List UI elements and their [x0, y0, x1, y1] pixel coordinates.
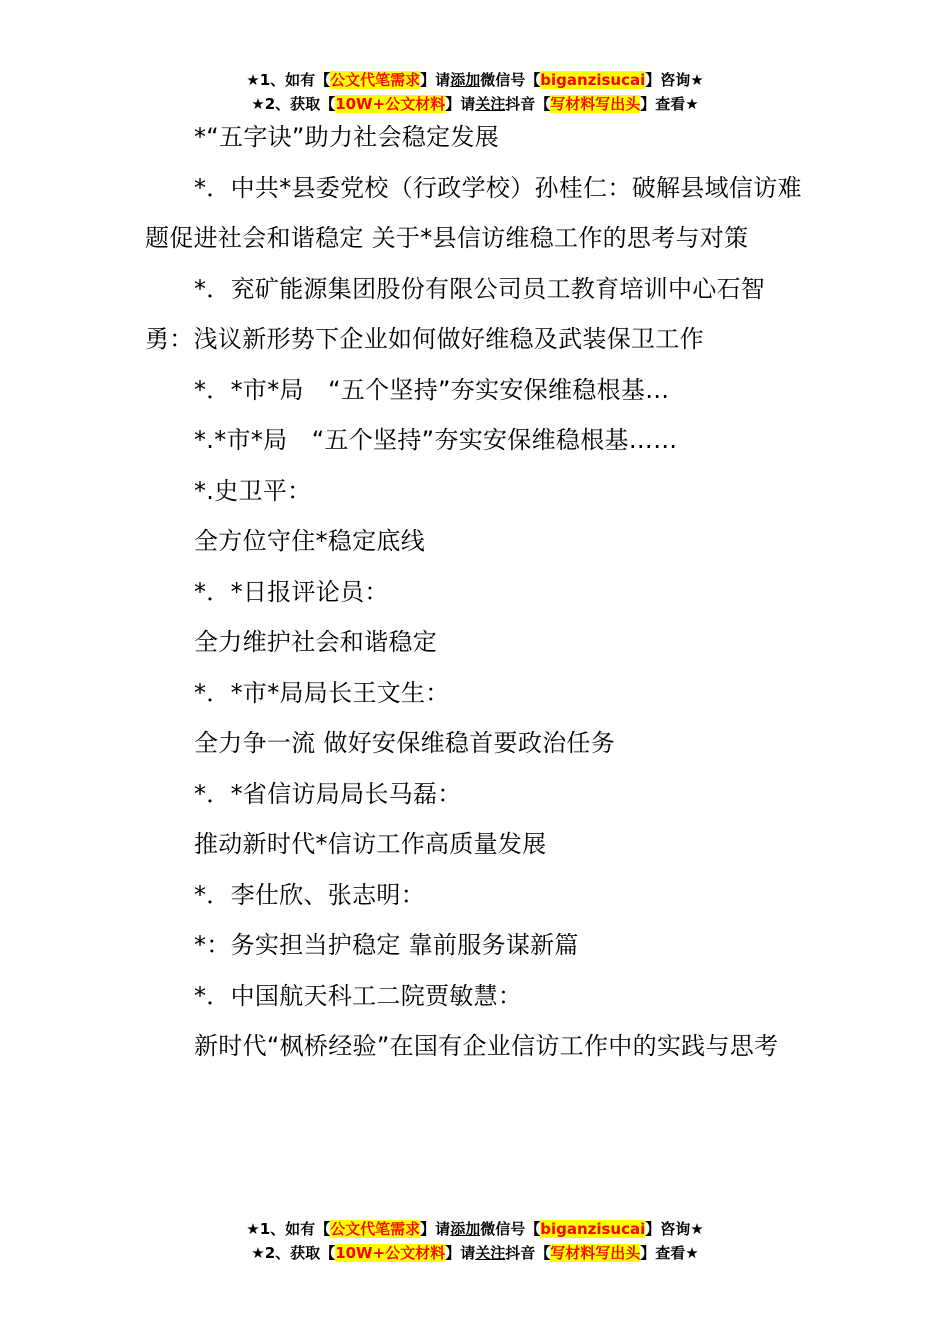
paragraph: *“五字诀”助力社会稳定发展: [194, 123, 500, 151]
banner-highlight-douyin: 写材料写出头: [550, 1244, 641, 1262]
banner-line-1: ★1、如有【公文代笔需求】请添加微信号【biganzisucai】咨询★: [246, 71, 704, 89]
banner-highlight-wechat: biganzisucai: [540, 71, 646, 89]
banner-highlight-service: 公文代笔需求: [330, 1220, 421, 1238]
paragraph: *.史卫平：: [194, 476, 312, 505]
banner-line-2: ★2、获取【10W+公文材料】请关注抖音【写材料写出头】查看★: [251, 1244, 699, 1262]
paragraph: *．*市*局局长王文生：: [194, 678, 450, 707]
banner-line-2: ★2、获取【10W+公文材料】请关注抖音【写材料写出头】查看★: [251, 95, 699, 113]
banner-highlight-materials: 10W+公文材料: [335, 1244, 446, 1262]
banner-line-1: ★1、如有【公文代笔需求】请添加微信号【biganzisucai】咨询★: [246, 1220, 704, 1238]
banner-highlight-service: 公文代笔需求: [330, 71, 421, 89]
paragraph: *．中国航天科工二院贾敏慧：: [194, 981, 523, 1010]
paragraph: *．兖矿能源集团股份有限公司员工教育培训中心石智勇：浅议新形势下企业如何做好维稳及武装保卫工作: [145, 274, 766, 353]
document-body: [145, 112, 810, 1072]
footer-banner: [0, 1217, 950, 1265]
banner-highlight-douyin: 写材料写出头: [550, 95, 641, 113]
paragraph: *．*省信访局局长马磊：: [194, 779, 462, 808]
paragraph: 新时代“枫桥经验”在国有企业信访工作中的实践与思考: [194, 1032, 779, 1060]
paragraph: 全力维护社会和谐稳定: [194, 628, 437, 656]
paragraph: 全方位守住*稳定底线: [194, 527, 425, 555]
paragraph: *.*市*局 “五个坚持”夯实安保维稳根基……: [194, 426, 678, 454]
header-banner: [0, 68, 950, 116]
paragraph: *：务实担当护稳定 靠前服务谋新篇: [194, 931, 579, 959]
banner-highlight-wechat: biganzisucai: [540, 1220, 646, 1238]
paragraph: 推动新时代*信访工作高质量发展: [194, 830, 547, 858]
paragraph: *．*市*局 “五个坚持”夯实安保维稳根基…: [194, 375, 670, 404]
paragraph: 全力争一流 做好安保维稳首要政治任务: [194, 729, 616, 757]
banner-highlight-materials: 10W+公文材料: [335, 95, 446, 113]
paragraph: *．李仕欣、张志明：: [194, 880, 425, 909]
paragraph: *．中共*县委党校（行政学校）孙桂仁：破解县域信访难题促进社会和谐稳定 关于*县信访维稳工作的思考与对策: [145, 173, 802, 252]
paragraph: *．*日报评论员：: [194, 577, 389, 606]
